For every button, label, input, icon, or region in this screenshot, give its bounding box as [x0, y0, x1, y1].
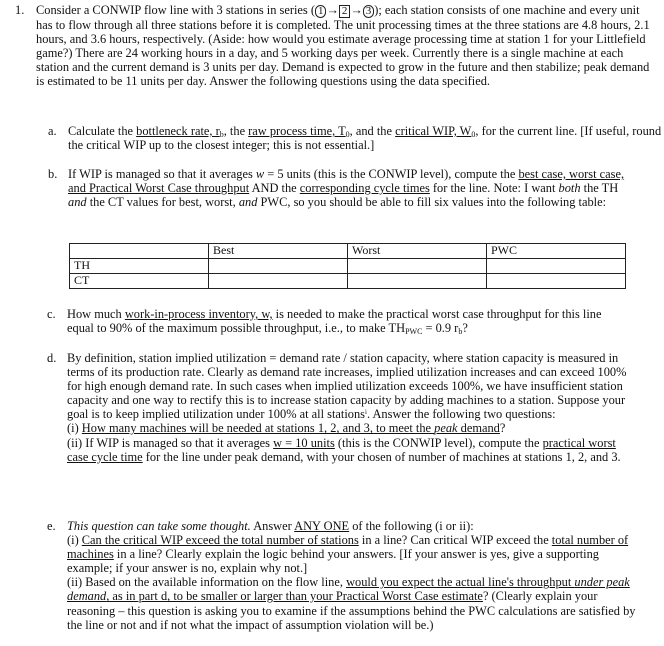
part-c: c. How much work-in-process inventory, w, is needed to make the practical worst case throughput for this line equal to 90% of the maximum possible throughput, i.e., to make $TH_{PWC} = 0.9$ $r_b$?: [47, 307, 602, 337]
table-header-cell: [70, 244, 209, 259]
station-1-marker: 1: [315, 5, 327, 18]
part-b-label: b.: [48, 167, 58, 181]
table-cell[interactable]: [487, 259, 626, 274]
table-cell[interactable]: [209, 274, 348, 289]
arrow-icon: →: [350, 3, 363, 17]
table-header-row: [70, 244, 626, 259]
part-b: b. If WIP is managed so that it averages w = 5 units (this is the CONWIP level), compute the best case, worst case, and Practical Worst Case throughput AND the corresponding cycle times for the line. Note: I want both the TH and the CT values for best, worst, and PWC, so you should be able to fill six values into the following table:: [48, 167, 625, 210]
question-1: [15, 3, 655, 88]
table-header-cell: PWC: [487, 244, 626, 259]
table-header-cell: Worst: [348, 244, 487, 259]
station-3-marker: 3: [363, 5, 375, 18]
question-number: 1.: [15, 3, 25, 17]
part-c-label: c.: [47, 307, 56, 321]
arrow-icon: →: [326, 3, 339, 17]
table-row-label: TH: [70, 259, 209, 274]
table-row: [70, 274, 626, 289]
table-cell[interactable]: [209, 259, 348, 274]
question-1-text: Consider a CONWIP flow line with 3 stations in series ( 1 → 2 → 3 ); each station consists of one machine and every unit has to flow through all three stations before it is completed. The unit processing times at the three stations are 4.8 hours, 2.1 hours, and 3.6 hours, respectively. (Aside: how would you estimate average processing time at station 1 for your Littlefield game?) There are 24 working hours in a day, and 5 working days per week. Currently there is a single machine at each station and the current demand is 3 units per day. Demand is expected to grow in the future and then stabilize; peak demand is estimated to be 11 units per day. Answer the following questions using the data specified.: [36, 3, 650, 89]
table-row-label: CT: [70, 274, 209, 289]
part-e: e. This question can take some thought. Answer ANY ONE of the following (i or ii): (i) Can the critical WIP exceed the total number of stations in a line? Can critical WIP exceed the total number of machines in a line? Clearly explain the logic behind your answers. [If your answer is yes, give a supporting example; if your answer is no, explain why not.] (ii) Based on the available information on the flow line, would you expect the actual line's throughput under peak demand, as in part d, to be smaller or larger than your Practical Worst Case estimate? (Clearly explain your reasoning – this question is asking you to examine if the assumptions behind the PWC calculations are satisfied by the line or not and if not what the impact of assumption violation will be.): [47, 519, 636, 632]
table-cell[interactable]: [487, 274, 626, 289]
table-cell[interactable]: [348, 259, 487, 274]
table-cell[interactable]: [348, 274, 487, 289]
table-header-cell: Best: [209, 244, 348, 259]
results-table: [69, 243, 626, 289]
part-e-label: e.: [47, 519, 56, 533]
table-row: [70, 259, 626, 274]
part-a: a. Calculate the bottleneck rate, $r_b$, the raw process time, $T_0$, and the critical WIP, $W_0$, for the current line. [If useful, round the critical WIP up to the closest integer; this is not essential.]: [48, 124, 662, 153]
station-2-marker: 2: [339, 5, 351, 18]
part-a-label: a.: [48, 124, 57, 138]
part-d: d. By definition, station implied utilization = demand rate / station capacity, where station capacity is measured in terms of its production rate. Clearly as demand rate increases, implied utilization increases and can exceed 100% for high enough demand rate. In such cases when implied utilization exceeds 100%, we have insufficient station capacity and one way to rectify this is to increase station capacity by adding machines to a station. Suppose your goal is to keep implied utilization under 100% at all stations$^i$. Answer the following two questions: (i) How many machines will be needed at stations 1, 2, and 3, to meet the peak demand? (ii) If WIP is managed so that it averages w = 10 units (this is the CONWIP level), compute the practical worst case cycle time for the line under peak demand, with your chosen of number of machines at stations 1, 2, and 3.: [47, 351, 627, 464]
part-d-label: d.: [47, 351, 57, 365]
